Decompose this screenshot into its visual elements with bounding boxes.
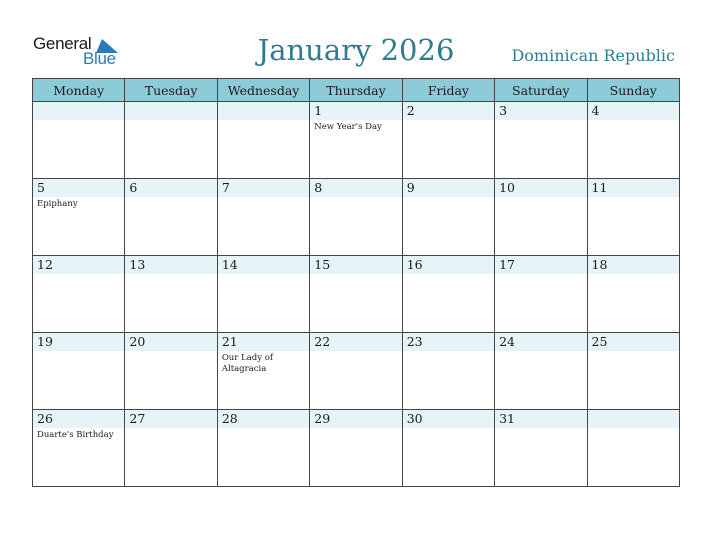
week-row (33, 179, 680, 256)
day-number: 19 (37, 334, 53, 349)
weekday-header: Thursday (310, 79, 402, 102)
day-number: 9 (406, 180, 415, 195)
calendar-grid (32, 78, 680, 487)
day-number: 21 (221, 334, 238, 349)
calendar-title: January 2026 (257, 33, 455, 67)
week-row (33, 102, 680, 179)
day-cell (402, 333, 494, 410)
day-number (33, 102, 124, 120)
day-cell (217, 333, 309, 410)
holiday-label: Epiphany (37, 199, 78, 209)
day-number: 17 (499, 257, 516, 272)
weekday-header: Friday (402, 79, 494, 102)
day-cell (33, 333, 125, 410)
day-number: 15 (314, 257, 331, 272)
day-number (125, 102, 216, 120)
week-row (33, 256, 680, 333)
day-cell (402, 102, 494, 179)
day-number: 11 (591, 180, 608, 195)
day-cell (587, 410, 679, 487)
day-number: 20 (129, 334, 146, 349)
day-cell (125, 256, 217, 333)
day-cell (33, 102, 125, 179)
day-cell (587, 179, 679, 256)
day-number: 23 (406, 334, 423, 349)
day-cell (495, 179, 587, 256)
day-cell (310, 333, 402, 410)
day-number: 8 (314, 180, 323, 195)
weekday-header: Saturday (495, 79, 587, 102)
day-cell (217, 256, 309, 333)
day-cell (310, 179, 402, 256)
weekday-header: Sunday (587, 79, 679, 102)
day-cell (310, 410, 402, 487)
day-number: 12 (37, 257, 53, 272)
day-number: 18 (591, 257, 608, 272)
weekday-header: Wednesday (217, 79, 309, 102)
day-cell (495, 333, 587, 410)
weekday-header-row (33, 79, 680, 102)
day-number: 4 (591, 103, 600, 118)
day-cell (125, 333, 217, 410)
country-name: Dominican Republic (511, 46, 675, 65)
day-cell (402, 410, 494, 487)
day-number: 13 (129, 257, 146, 272)
day-number: 14 (221, 257, 238, 272)
holiday-label: Our Lady of Altagracia (221, 353, 273, 374)
day-number: 30 (406, 411, 423, 426)
week-row (33, 333, 680, 410)
day-cell (310, 102, 402, 179)
day-number: 5 (37, 180, 45, 195)
day-cell (495, 102, 587, 179)
day-number: 26 (37, 411, 53, 426)
day-cell (125, 179, 217, 256)
day-number: 27 (129, 411, 146, 426)
day-number: 22 (314, 334, 331, 349)
day-number: 7 (221, 180, 230, 195)
week-row (33, 410, 680, 487)
day-cell (217, 102, 309, 179)
day-cell (33, 410, 125, 487)
day-number: 3 (499, 103, 508, 118)
day-cell (33, 256, 125, 333)
day-number: 25 (591, 334, 608, 349)
day-number: 6 (129, 180, 138, 195)
day-cell (587, 256, 679, 333)
holiday-label: Duarte's Birthday (37, 430, 114, 440)
weekday-header: Tuesday (125, 79, 217, 102)
day-cell (217, 179, 309, 256)
day-cell (310, 256, 402, 333)
day-cell (33, 179, 125, 256)
day-number: 29 (314, 411, 331, 426)
day-cell (495, 410, 587, 487)
day-number: 10 (499, 180, 516, 195)
day-cell (402, 179, 494, 256)
day-cell (402, 256, 494, 333)
day-number: 28 (221, 411, 238, 426)
day-cell (125, 410, 217, 487)
day-number: 31 (499, 411, 516, 426)
weekday-header: Monday (33, 79, 125, 102)
holiday-label: New Year's Day (314, 122, 382, 132)
day-number: 24 (499, 334, 516, 349)
day-number (588, 410, 679, 428)
day-cell (217, 410, 309, 487)
day-cell (587, 102, 679, 179)
logo-text-general: General (33, 34, 92, 53)
day-cell (587, 333, 679, 410)
day-number: 16 (406, 257, 423, 272)
day-number: 1 (314, 103, 323, 118)
day-cell (125, 102, 217, 179)
day-number: 2 (406, 103, 415, 118)
day-cell (495, 256, 587, 333)
logo-text-blue: Blue (83, 49, 116, 68)
day-number (218, 102, 309, 120)
